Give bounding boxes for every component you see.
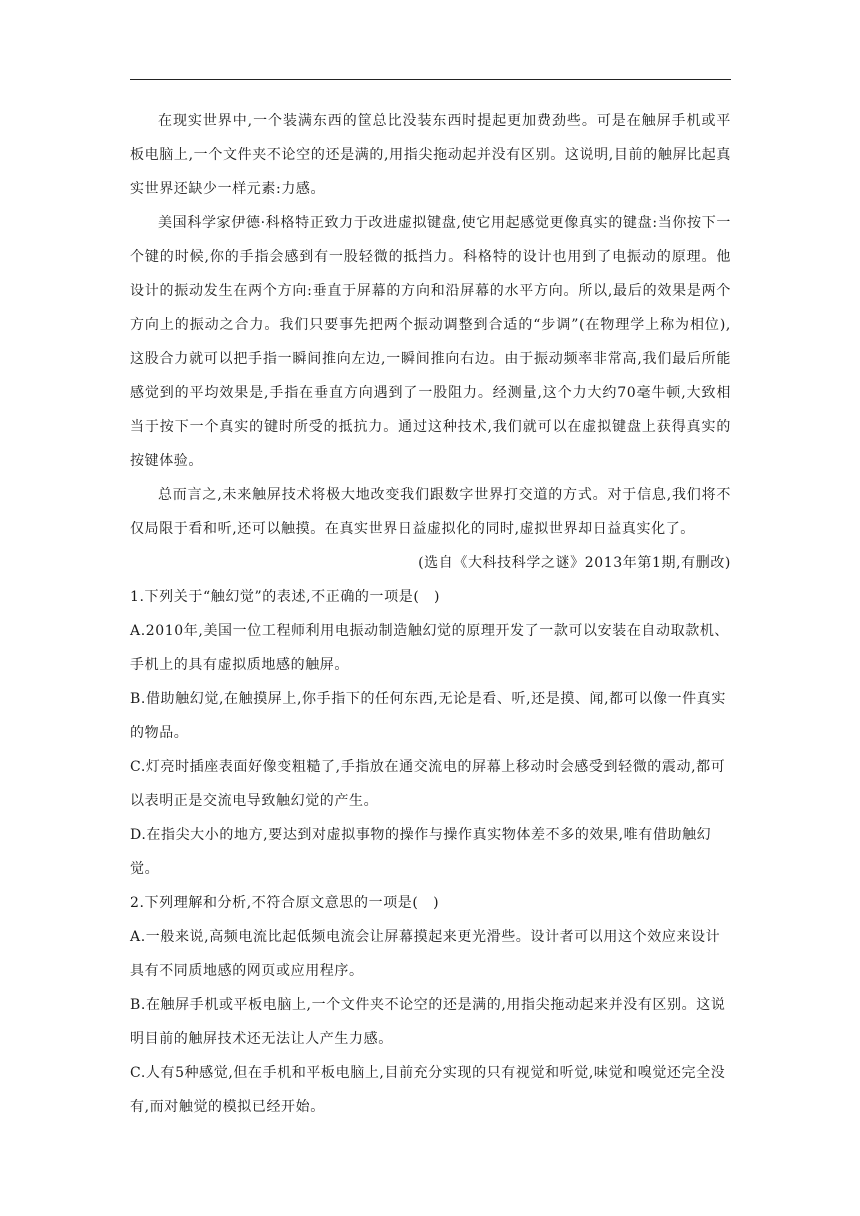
header-rule (130, 79, 731, 80)
passage-source: (选自《大科技科学之谜》2013年第1期,有删改) (418, 555, 731, 571)
question-2-stem: 2.下列理解和分析,不符合原文意思的一项是( ) (130, 895, 440, 911)
passage-paragraph-1: 在现实世界中,一个装满东西的筐总比没装东西时提起更加费劲些。可是在触屏手机或平板电脑上,一个文件夹不论空的还是满的,用指尖拖动起并没有区别。这说明,目前的触屏比起真实世界还缺少一样元素:力感。 (130, 113, 731, 197)
question-2-option-a: A.一般来说,高频电流比起低频电流会让屏幕摸起来更光滑些。设计者可以用这个效应来设计具有不同质地感的网页或应用程序。 (130, 929, 721, 979)
question-2-option-c: C.人有5种感觉,但在手机和平板电脑上,目前充分实现的只有视觉和听觉,味觉和嗅觉还完全没有,而对触觉的模拟已经开始。 (130, 1065, 726, 1115)
question-1-stem: 1.下列关于“触幻觉”的表述,不正确的一项是( ) (130, 589, 441, 605)
passage-paragraph-2: 美国科学家伊德·科格特正致力于改进虚拟键盘,使它用起感觉更像真实的键盘:当你按下一个键的时候,你的手指会感到有一股轻微的抵挡力。科格特的设计也用到了电振动的原理。他设计的振动发生在两个方向:垂直于屏幕的方向和沿屏幕的水平方向。所以,最后的效果是两个方向上的振动之合力。我们只要事先把两个振动调整到合适的“步调”(在物理学上称为相位),这股合力就可以把手指一瞬间推向左边,一瞬间推向右边。由于振动频率非常高,我们最后所能感觉到的平均效果是,手指在垂直方向遇到了一股阻力。经测量,这个力大约70毫牛顿,大致相当于按下一个真实的键时所受的抵抗力。通过这种技术,我们就可以在虚拟键盘上获得真实的按键体验。 (130, 215, 731, 469)
question-1-option-b: B.借助触幻觉,在触摸屏上,你手指下的任何东西,无论是看、听,还是摸、闻,都可以像一件真实的物品。 (130, 691, 726, 741)
question-1-option-c: C.灯亮时插座表面好像变粗糙了,手指放在通交流电的屏幕上移动时会感受到轻微的震动,都可以表明正是交流电导致触幻觉的产生。 (130, 759, 726, 809)
question-1-option-d: D.在指尖大小的地方,要达到对虚拟事物的操作与操作真实物体差不多的效果,唯有借助触幻觉。 (130, 827, 712, 877)
question-2-option-b: B.在触屏手机或平板电脑上,一个文件夹不论空的还是满的,用指尖拖动起来并没有区别。这说明目前的触屏技术还无法让人产生力感。 (130, 997, 726, 1047)
question-1-option-a: A.2010年,美国一位工程师利用电振动制造触幻觉的原理开发了一款可以安装在自动取款机、手机上的具有虚拟质地感的触屏。 (130, 623, 730, 673)
passage-paragraph-3: 总而言之,未来触屏技术将极大地改变我们跟数字世界打交道的方式。对于信息,我们将不仅局限于看和听,还可以触摸。在真实世界日益虚拟化的同时,虚拟世界却日益真实化了。 (130, 487, 731, 537)
document-body (130, 104, 731, 1124)
